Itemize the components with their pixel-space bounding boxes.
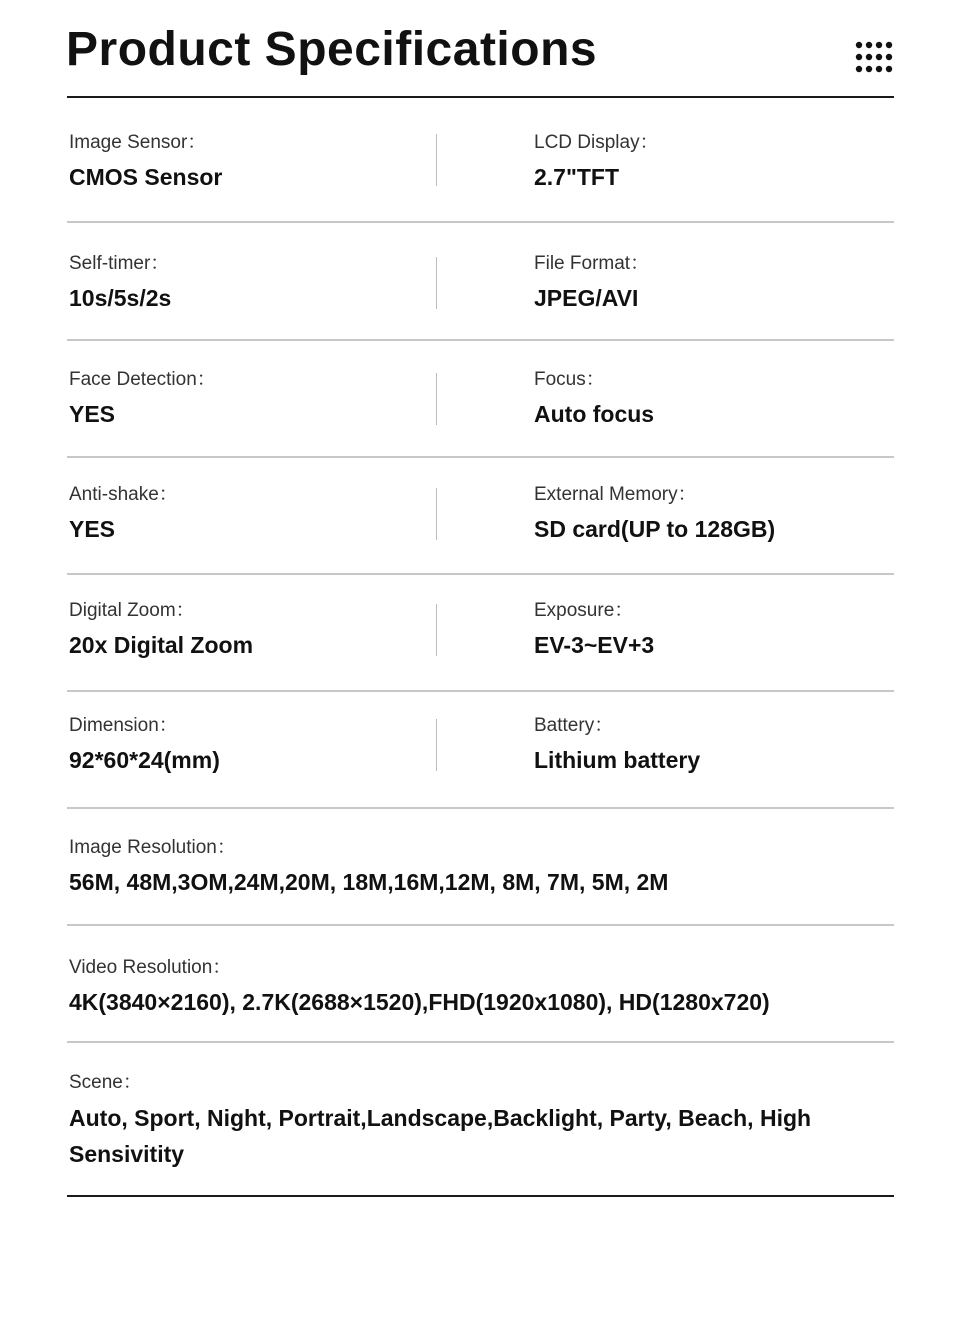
column-divider <box>436 604 437 656</box>
file-format-label: File Format： <box>534 253 650 274</box>
face-detection-value: YES <box>69 401 116 427</box>
lcd-display-value: 2.7"TFT <box>534 164 620 190</box>
video-resolution-value: 4K(3840×2160), 2.7K(2688×1520),FHD(1920x1080), HD(1280x720) <box>69 989 770 1015</box>
row-divider <box>67 339 894 341</box>
row-divider <box>67 573 894 575</box>
digital-zoom-value: 20x Digital Zoom <box>69 632 254 658</box>
external-memory-label: External Memory： <box>534 484 697 505</box>
self-timer-value: 10s/5s/2s <box>69 285 172 311</box>
video-resolution-label: Video Resolution： <box>69 957 232 978</box>
focus-label: Focus： <box>534 369 605 390</box>
dimension-label: Dimension： <box>69 715 178 736</box>
lcd-display-label: LCD Display： <box>534 132 659 153</box>
face-detection-label: Face Detection： <box>69 369 216 390</box>
row-divider <box>67 690 894 692</box>
image-resolution-value: 56M, 48M,3OM,24M,20M, 18M,16M,12M, 8M, 7M, 5M, 2M <box>69 869 669 895</box>
exposure-label: Exposure： <box>534 600 634 621</box>
file-format-value: JPEG/AVI <box>534 285 639 311</box>
battery-label: Battery： <box>534 715 614 736</box>
self-timer-label: Self-timer： <box>69 253 170 274</box>
footer-divider <box>67 1195 894 1197</box>
column-divider <box>436 373 437 425</box>
column-divider <box>436 719 437 771</box>
row-divider <box>67 924 894 926</box>
image-sensor-value: CMOS Sensor <box>69 164 223 190</box>
anti-shake-label: Anti-shake： <box>69 484 178 505</box>
column-divider <box>436 488 437 540</box>
row-divider <box>67 221 894 223</box>
anti-shake-value: YES <box>69 516 116 542</box>
column-divider <box>436 257 437 309</box>
battery-value: Lithium battery <box>534 747 701 773</box>
focus-value: Auto focus <box>534 401 655 427</box>
page-title: Product Specifications <box>66 23 598 76</box>
dimension-value: 92*60*24(mm) <box>69 747 220 773</box>
grid-dots-icon[interactable] <box>854 40 894 74</box>
image-sensor-label: Image Sensor： <box>69 132 207 153</box>
image-resolution-label: Image Resolution： <box>69 837 236 858</box>
row-divider <box>67 456 894 458</box>
column-divider <box>436 134 437 186</box>
header-divider <box>67 96 894 98</box>
row-divider <box>67 1041 894 1043</box>
scene-value: Auto, Sport, Night, Portrait,Landscape,Backlight, Party, Beach, High Sensivitity <box>69 1105 812 1167</box>
digital-zoom-label: Digital Zoom： <box>69 600 195 621</box>
row-divider <box>67 807 894 809</box>
scene-label: Scene： <box>69 1072 142 1093</box>
external-memory-value: SD card(UP to 128GB) <box>534 516 776 542</box>
exposure-value: EV-3~EV+3 <box>534 632 655 658</box>
